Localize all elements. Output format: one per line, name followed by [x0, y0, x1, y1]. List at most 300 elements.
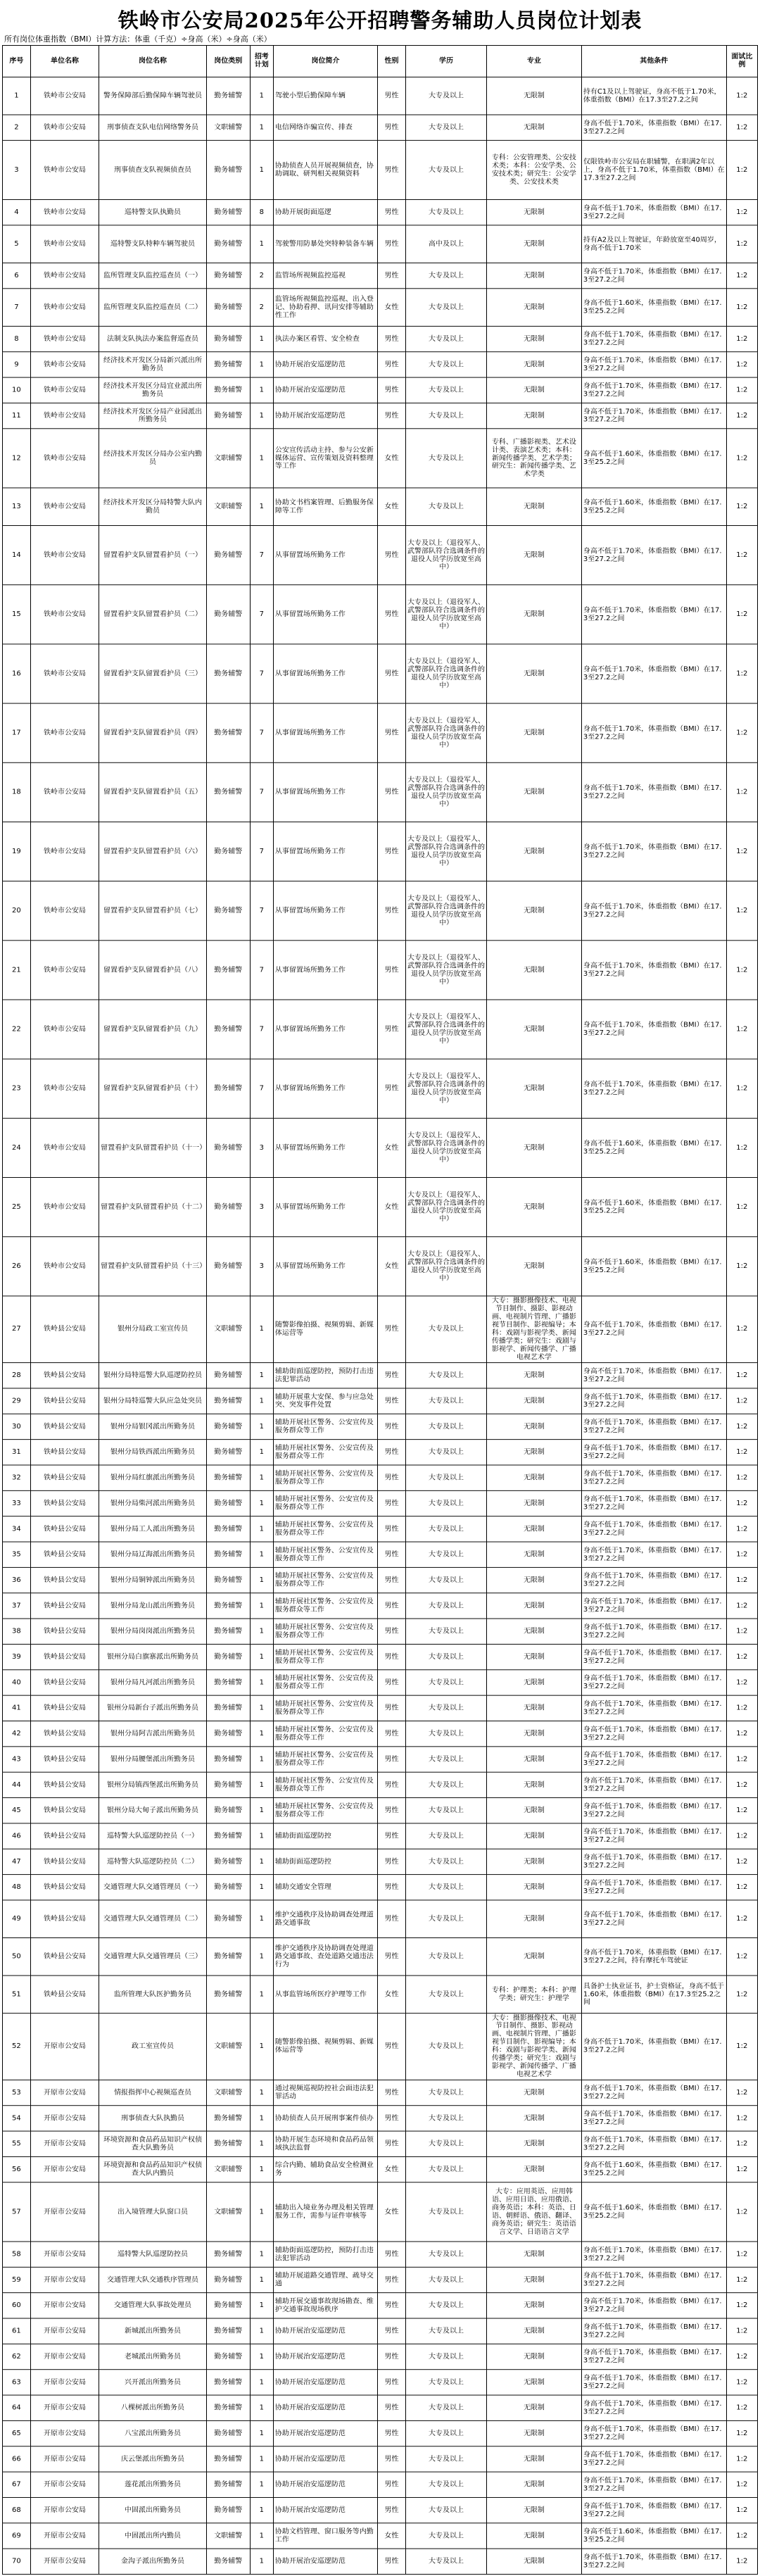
cell-education: 大专及以上（退役军人、武警部队符合选调条件的退役人员学历放宽至高中） [405, 1178, 486, 1237]
cell-ratio: 1:2 [726, 377, 757, 403]
table-row [3, 2472, 758, 2497]
cell-description: 协助侦查人员开展刑事案件侦办 [273, 2106, 377, 2131]
cell-major: 无限制 [486, 326, 581, 351]
cell-education: 大专及以上 [405, 1465, 486, 1490]
cell-description: 通过视频巡视防控社会面违法犯罪活动 [273, 2080, 377, 2105]
cell-category: 勤务辅警 [206, 1414, 250, 1439]
cell-ratio: 1:2 [726, 703, 757, 762]
cell-sex: 男性 [378, 762, 406, 822]
cell-plan: 2 [250, 289, 273, 327]
cell-description: 从事留置场所勤务工作 [273, 822, 377, 881]
cell-ratio: 1:2 [726, 1670, 757, 1695]
cell-no: 22 [3, 1000, 31, 1059]
cell-education: 大专及以上 [405, 115, 486, 140]
cell-major: 大专：应用英语、应用韩语、应用日语、应用俄语、商务英语；本科：英语、日语、朝鲜语、俄语、翻译、商务英语；研究生：英语语言文学、日语语言文学 [486, 2182, 581, 2242]
cell-ratio: 1:2 [726, 263, 757, 288]
table-row [3, 2106, 758, 2131]
cell-major: 无限制 [486, 1542, 581, 1567]
cell-unit: 铁岭市公安局 [30, 1059, 99, 1118]
cell-unit: 铁岭县公安局 [30, 1975, 99, 2013]
cell-category: 勤务辅警 [206, 352, 250, 377]
cell-major: 无限制 [486, 1644, 581, 1669]
cell-ratio: 1:2 [726, 1490, 757, 1516]
cell-education: 大专及以上 [405, 2080, 486, 2105]
cell-education: 大专及以上 [405, 1975, 486, 2013]
cell-education: 大专及以上（退役军人、武警部队符合选调条件的退役人员学历放宽至高中） [405, 585, 486, 644]
cell-plan: 7 [250, 585, 273, 644]
cell-education: 大专及以上 [405, 2182, 486, 2242]
cell-plan: 1 [250, 115, 273, 140]
cell-ratio: 1:2 [726, 2446, 757, 2472]
cell-conditions: 身高不低于1.70米，体重指数（BMI）在17.3至27.2之间 [581, 200, 726, 225]
cell-ratio: 1:2 [726, 2267, 757, 2292]
table-row [3, 1695, 758, 1721]
cell-education: 高中及以上 [405, 225, 486, 263]
cell-plan: 7 [250, 1000, 273, 1059]
cell-plan: 8 [250, 200, 273, 225]
header-major: 专业 [486, 45, 581, 77]
cell-post: 留置看护支队留置看护员（十三） [99, 1237, 207, 1296]
cell-plan: 7 [250, 822, 273, 881]
cell-post: 经济技术开发区分局产业园派出所勤务员 [99, 403, 207, 428]
cell-description: 辅助开展社区警务、公安宣传及服务群众等工作 [273, 1440, 377, 1465]
cell-conditions: 身高不低于1.70米，体重指数（BMI）在17.3至27.2之间 [581, 326, 726, 351]
cell-ratio: 1:2 [726, 1237, 757, 1296]
cell-post: 经济技术开发区分局特警大队内勤员 [99, 488, 207, 526]
cell-description: 辅助开展社区警务、公安宣传及服务群众等工作 [273, 1670, 377, 1695]
cell-education: 大专及以上（退役军人、武警部队符合选调条件的退役人员学历放宽至高中） [405, 703, 486, 762]
cell-sex: 男性 [378, 377, 406, 403]
header-description: 岗位简介 [273, 45, 377, 77]
cell-unit: 铁岭县公安局 [30, 1695, 99, 1721]
cell-education: 大专及以上 [405, 1695, 486, 1721]
cell-conditions: 身高不低于1.60米，体重指数（BMI）在17.3至25.2之间 [581, 1178, 726, 1237]
cell-ratio: 1:2 [726, 1798, 757, 1823]
table-row [3, 1388, 758, 1414]
cell-category: 勤务辅警 [206, 2472, 250, 2497]
cell-category: 勤务辅警 [206, 881, 250, 941]
cell-plan: 1 [250, 1567, 273, 1592]
cell-description: 辅助开展社区警务、公安宣传及服务群众等工作 [273, 1747, 377, 1772]
cell-category: 勤务辅警 [206, 326, 250, 351]
cell-no: 56 [3, 2156, 31, 2182]
table-row [3, 1516, 758, 1542]
cell-no: 67 [3, 2472, 31, 2497]
cell-ratio: 1:2 [726, 2497, 757, 2522]
cell-no: 66 [3, 2446, 31, 2472]
cell-sex: 男性 [378, 1900, 406, 1938]
cell-category: 勤务辅警 [206, 526, 250, 585]
cell-no: 59 [3, 2267, 31, 2292]
cell-major: 无限制 [486, 225, 581, 263]
cell-no: 15 [3, 585, 31, 644]
header-ratio: 面试比例 [726, 45, 757, 77]
table-body [3, 77, 758, 2574]
cell-major: 无限制 [486, 644, 581, 703]
cell-ratio: 1:2 [726, 2156, 757, 2182]
cell-no: 48 [3, 1875, 31, 1900]
cell-post: 巡特警大队巡逻防控员（一） [99, 1823, 207, 1849]
cell-post: 监所管理支队监控巡查员（一） [99, 263, 207, 288]
cell-sex: 男性 [378, 225, 406, 263]
cell-unit: 铁岭县公安局 [30, 1875, 99, 1900]
cell-education: 大专及以上 [405, 1644, 486, 1669]
cell-unit: 铁岭市公安局 [30, 1118, 99, 1177]
cell-category: 勤务辅警 [206, 263, 250, 288]
cell-no: 42 [3, 1721, 31, 1746]
cell-conditions: 身高不低于1.70米，体重指数（BMI）在17.3至27.2之间 [581, 2549, 726, 2574]
cell-major: 无限制 [486, 377, 581, 403]
cell-description: 协助开展治安巡逻防范 [273, 2549, 377, 2574]
cell-conditions: 身高不低于1.70米，体重指数（BMI）在17.3至27.2之间 [581, 352, 726, 377]
cell-sex: 男性 [378, 1772, 406, 1797]
cell-post: 莲花派出所勤务员 [99, 2472, 207, 2497]
cell-category: 勤务辅警 [206, 585, 250, 644]
cell-unit: 铁岭市公安局 [30, 1000, 99, 1059]
cell-description: 协助开展治安巡逻防范 [273, 2370, 377, 2395]
cell-category: 勤务辅警 [206, 1490, 250, 1516]
cell-education: 大专及以上 [405, 2106, 486, 2131]
cell-ratio: 1:2 [726, 2242, 757, 2267]
cell-category: 勤务辅警 [206, 1237, 250, 1296]
cell-conditions: 身高不低于1.70米，体重指数（BMI）在17.3至27.2之间 [581, 2420, 726, 2446]
cell-conditions: 身高不低于1.70米，体重指数（BMI）在17.3至27.2之间 [581, 1363, 726, 1388]
cell-category: 文职辅警 [206, 115, 250, 140]
cell-no: 54 [3, 2106, 31, 2131]
cell-ratio: 1:2 [726, 115, 757, 140]
cell-no: 4 [3, 200, 31, 225]
cell-conditions: 身高不低于1.70米，体重指数（BMI）在17.3至27.2之间，持有摩托车驾驶证 [581, 1938, 726, 1976]
cell-unit: 铁岭县公安局 [30, 1363, 99, 1388]
cell-post: 巡特警大队巡逻防控员 [99, 2242, 207, 2267]
cell-no: 58 [3, 2242, 31, 2267]
cell-major: 无限制 [486, 941, 581, 1000]
cell-education: 大专及以上 [405, 289, 486, 327]
cell-description: 辅助街面巡逻防控，预防打击违法犯罪活动 [273, 1363, 377, 1388]
cell-education: 大专及以上 [405, 2446, 486, 2472]
cell-category: 勤务辅警 [206, 1059, 250, 1118]
cell-unit: 铁岭市公安局 [30, 881, 99, 941]
cell-major: 无限制 [486, 703, 581, 762]
cell-unit: 开原市公安局 [30, 2395, 99, 2420]
cell-plan: 1 [250, 1849, 273, 1874]
cell-plan: 1 [250, 1388, 273, 1414]
cell-no: 36 [3, 1567, 31, 1592]
cell-education: 大专及以上 [405, 2344, 486, 2369]
cell-category: 勤务辅警 [206, 1695, 250, 1721]
cell-category: 勤务辅警 [206, 2420, 250, 2446]
cell-sex: 男性 [378, 1644, 406, 1669]
cell-plan: 1 [250, 1644, 273, 1669]
cell-description: 从事留置场所勤务工作 [273, 762, 377, 822]
cell-post: 银州分局大甸子派出所勤务员 [99, 1798, 207, 1823]
cell-unit: 铁岭县公安局 [30, 1619, 99, 1644]
cell-education: 大专及以上 [405, 326, 486, 351]
table-row [3, 585, 758, 644]
cell-plan: 1 [250, 2549, 273, 2574]
cell-plan: 1 [250, 2446, 273, 2472]
cell-post: 银州分局白旗寨派出所勤务员 [99, 1644, 207, 1669]
cell-post: 银州分局腰堡派出所勤务员 [99, 1747, 207, 1772]
cell-category: 勤务辅警 [206, 762, 250, 822]
cell-sex: 男性 [378, 2549, 406, 2574]
cell-description: 辅助开展社区警务、公安宣传及服务群众等工作 [273, 1414, 377, 1439]
cell-no: 12 [3, 429, 31, 488]
cell-unit: 开原市公安局 [30, 2420, 99, 2446]
cell-no: 9 [3, 352, 31, 377]
cell-ratio: 1:2 [726, 1644, 757, 1669]
cell-post: 留置看护支队留置看护员（九） [99, 1000, 207, 1059]
cell-unit: 铁岭县公安局 [30, 1593, 99, 1619]
cell-description: 从事留置场所勤务工作 [273, 1000, 377, 1059]
cell-unit: 铁岭县公安局 [30, 1516, 99, 1542]
cell-conditions: 身高不低于1.70米，体重指数（BMI）在17.3至27.2之间 [581, 703, 726, 762]
cell-ratio: 1:2 [726, 1296, 757, 1363]
cell-major: 无限制 [486, 1118, 581, 1177]
cell-conditions: 身高不低于1.70米，体重指数（BMI）在17.3至27.2之间 [581, 2318, 726, 2344]
cell-conditions: 身高不低于1.60米，体重指数（BMI）在17.3至25.2之间 [581, 2182, 726, 2242]
cell-sex: 男性 [378, 326, 406, 351]
cell-conditions: 身高不低于1.70米，体重指数（BMI）在17.3至27.2之间 [581, 1747, 726, 1772]
cell-description: 维护交通秩序及协助调查处理道路交通事故 [273, 1900, 377, 1938]
cell-plan: 1 [250, 352, 273, 377]
cell-major: 无限制 [486, 1178, 581, 1237]
cell-post: 银州分局政工室宣传员 [99, 1296, 207, 1363]
cell-ratio: 1:2 [726, 1593, 757, 1619]
cell-sex: 男性 [378, 115, 406, 140]
cell-ratio: 1:2 [726, 1542, 757, 1567]
table-row [3, 2156, 758, 2182]
table-row [3, 1900, 758, 1938]
cell-category: 勤务辅警 [206, 2318, 250, 2344]
table-row [3, 703, 758, 762]
cell-description: 协助文档管理、窗口服务等内勤工作 [273, 2523, 377, 2549]
cell-plan: 1 [250, 2013, 273, 2080]
cell-education: 大专及以上 [405, 2497, 486, 2522]
table-row [3, 326, 758, 351]
cell-ratio: 1:2 [726, 585, 757, 644]
cell-no: 45 [3, 1798, 31, 1823]
cell-description: 随警影像拍摄、视频剪辑、新媒体运营等 [273, 2013, 377, 2080]
cell-post: 银州分局辽海派出所勤务员 [99, 1542, 207, 1567]
cell-sex: 男性 [378, 703, 406, 762]
cell-unit: 铁岭市公安局 [30, 403, 99, 428]
cell-education: 大专及以上（退役军人、武警部队符合选调条件的退役人员学历放宽至高中） [405, 526, 486, 585]
cell-major: 无限制 [486, 1059, 581, 1118]
cell-unit: 铁岭市公安局 [30, 326, 99, 351]
cell-description: 公安宣传活动主持、参与公安新媒体运营、宣传策划及资料整理等工作 [273, 429, 377, 488]
cell-sex: 男性 [378, 1849, 406, 1874]
header-no: 序号 [3, 45, 31, 77]
cell-sex: 男性 [378, 1938, 406, 1976]
cell-sex: 女性 [378, 2182, 406, 2242]
cell-conditions: 身高不低于1.70米，体重指数（BMI）在17.3至27.2之间 [581, 1772, 726, 1797]
cell-plan: 1 [250, 1619, 273, 1644]
cell-unit: 铁岭市公安局 [30, 585, 99, 644]
cell-post: 老城派出所勤务员 [99, 2344, 207, 2369]
cell-sex: 女性 [378, 289, 406, 327]
table-row [3, 403, 758, 428]
cell-description: 维护交通秩序及协助调查处理道路交通事故、查处道路交通违法行为 [273, 1938, 377, 1976]
cell-ratio: 1:2 [726, 644, 757, 703]
cell-unit: 铁岭市公安局 [30, 225, 99, 263]
cell-plan: 1 [250, 1516, 273, 1542]
cell-description: 辅助街面巡逻防控 [273, 1823, 377, 1849]
cell-major: 无限制 [486, 1363, 581, 1388]
cell-unit: 铁岭县公安局 [30, 1772, 99, 1797]
cell-category: 勤务辅警 [206, 1118, 250, 1177]
cell-ratio: 1:2 [726, 1938, 757, 1976]
cell-post: 银州分局银冈派出所勤务员 [99, 1414, 207, 1439]
cell-description: 辅助出入境业务办理及相关管理服务工作，需参与证件审核等 [273, 2182, 377, 2242]
cell-major: 无限制 [486, 585, 581, 644]
cell-category: 勤务辅警 [206, 1178, 250, 1237]
cell-conditions: 身高不低于1.70米，体重指数（BMI）在17.3至27.2之间 [581, 115, 726, 140]
cell-category: 勤务辅警 [206, 1772, 250, 1797]
cell-category: 勤务辅警 [206, 2395, 250, 2420]
cell-unit: 铁岭县公安局 [30, 1465, 99, 1490]
cell-education: 大专及以上 [405, 2318, 486, 2344]
cell-unit: 开原市公安局 [30, 2370, 99, 2395]
table-row [3, 881, 758, 941]
table-row [3, 1567, 758, 1592]
cell-conditions: 身高不低于1.60米，体重指数（BMI）在17.3至25.2之间 [581, 488, 726, 526]
cell-plan: 1 [250, 1414, 273, 1439]
cell-sex: 男性 [378, 1414, 406, 1439]
cell-major: 大专：摄影摄像技术、电视节目制作、摄影、影视动画、电视制片管理、广播影视节目制作、影视编导；本科：戏剧与影视学类、新闻传播学类；研究生：戏剧与影视学、新闻传播学、广播电视艺术学 [486, 1296, 581, 1363]
cell-education: 大专及以上 [405, 1721, 486, 1746]
table-row [3, 1490, 758, 1516]
cell-plan: 1 [250, 2182, 273, 2242]
cell-no: 52 [3, 2013, 31, 2080]
cell-unit: 开原市公安局 [30, 2497, 99, 2522]
cell-plan: 1 [250, 403, 273, 428]
cell-conditions: 身高不低于1.70米，体重指数（BMI）在17.3至27.2之间 [581, 403, 726, 428]
cell-sex: 男性 [378, 1000, 406, 1059]
cell-category: 勤务辅警 [206, 2370, 250, 2395]
cell-major: 无限制 [486, 2370, 581, 2395]
table-row [3, 2523, 758, 2549]
table-row [3, 1975, 758, 2013]
cell-category: 勤务辅警 [206, 1721, 250, 1746]
cell-description: 协助侦查人员开展视频侦查，协助调取、研判相关视频资料 [273, 140, 377, 199]
cell-ratio: 1:2 [726, 2344, 757, 2369]
cell-plan: 2 [250, 263, 273, 288]
cell-category: 勤务辅警 [206, 1644, 250, 1669]
table-row [3, 1849, 758, 1874]
cell-sex: 男性 [378, 1798, 406, 1823]
cell-no: 39 [3, 1644, 31, 1669]
cell-unit: 铁岭市公安局 [30, 941, 99, 1000]
cell-sex: 男性 [378, 2267, 406, 2292]
cell-ratio: 1:2 [726, 1516, 757, 1542]
cell-description: 从事留置场所勤务工作 [273, 1178, 377, 1237]
cell-category: 勤务辅警 [206, 2293, 250, 2318]
cell-ratio: 1:2 [726, 1000, 757, 1059]
cell-sex: 男性 [378, 1388, 406, 1414]
cell-no: 3 [3, 140, 31, 199]
cell-education: 大专及以上（退役军人、武警部队符合选调条件的退役人员学历放宽至高中） [405, 881, 486, 941]
cell-ratio: 1:2 [726, 1440, 757, 1465]
cell-unit: 铁岭县公安局 [30, 1849, 99, 1874]
cell-conditions: 身高不低于1.70米，体重指数（BMI）在17.3至27.2之间 [581, 2106, 726, 2131]
cell-description: 从事留置场所勤务工作 [273, 941, 377, 1000]
cell-post: 交通管理大队交通管理员（三） [99, 1938, 207, 1976]
cell-major: 无限制 [486, 1465, 581, 1490]
cell-category: 勤务辅警 [206, 403, 250, 428]
cell-ratio: 1:2 [726, 77, 757, 115]
cell-category: 勤务辅警 [206, 1823, 250, 1849]
table-row [3, 2344, 758, 2369]
table-row [3, 1619, 758, 1644]
cell-description: 协助开展生态环境和食品药品领域执法监督 [273, 2131, 377, 2156]
cell-major: 无限制 [486, 1490, 581, 1516]
cell-conditions: 身高不低于1.70米，体重指数（BMI）在17.3至27.2之间 [581, 2267, 726, 2292]
cell-post: 监所管理支队监控巡查员（二） [99, 289, 207, 327]
cell-description: 辅助开展重大安保、参与应急处突、突发事件处置 [273, 1388, 377, 1414]
cell-major: 无限制 [486, 115, 581, 140]
cell-category: 勤务辅警 [206, 1000, 250, 1059]
cell-description: 辅助开展社区警务、公安宣传及服务群众等工作 [273, 1619, 377, 1644]
table-row [3, 2497, 758, 2522]
table-row [3, 1237, 758, 1296]
cell-ratio: 1:2 [726, 200, 757, 225]
cell-description: 辅助开展社区警务、公安宣传及服务群众等工作 [273, 1798, 377, 1823]
cell-post: 巡特警大队巡逻防控员（二） [99, 1849, 207, 1874]
cell-post: 刑事侦查支队电信网络警务员 [99, 115, 207, 140]
cell-major: 无限制 [486, 2131, 581, 2156]
cell-post: 经济技术开发区分局新兴派出所勤务员 [99, 352, 207, 377]
cell-description: 辅助开展社区警务、公安宣传及服务群众等工作 [273, 1516, 377, 1542]
cell-plan: 1 [250, 1823, 273, 1849]
cell-unit: 开原市公安局 [30, 2242, 99, 2267]
cell-plan: 1 [250, 1440, 273, 1465]
cell-no: 23 [3, 1059, 31, 1118]
cell-category: 勤务辅警 [206, 644, 250, 703]
cell-post: 交通管理大队事故处理员 [99, 2293, 207, 2318]
cell-plan: 1 [250, 2497, 273, 2522]
cell-conditions: 身高不低于1.70米，体重指数（BMI）在17.3至27.2之间 [581, 1798, 726, 1823]
cell-sex: 女性 [378, 2156, 406, 2182]
cell-education: 大专及以上 [405, 488, 486, 526]
cell-ratio: 1:2 [726, 941, 757, 1000]
cell-plan: 3 [250, 1118, 273, 1177]
cell-category: 勤务辅警 [206, 1593, 250, 1619]
cell-unit: 铁岭市公安局 [30, 289, 99, 327]
cell-unit: 铁岭市公安局 [30, 115, 99, 140]
cell-post: 政工室宣传员 [99, 2013, 207, 2080]
cell-conditions: 身高不低于1.70米，体重指数（BMI）在17.3至27.2之间 [581, 1465, 726, 1490]
cell-no: 43 [3, 1747, 31, 1772]
cell-plan: 1 [250, 1670, 273, 1695]
table-row [3, 377, 758, 403]
cell-education: 大专及以上 [405, 1567, 486, 1592]
cell-sex: 男性 [378, 2497, 406, 2522]
cell-conditions: 身高不低于1.70米，体重指数（BMI）在17.3至27.2之间 [581, 2472, 726, 2497]
cell-sex: 男性 [378, 1670, 406, 1695]
cell-post: 环境资源和食品药品知识产权侦查大队内勤员 [99, 2156, 207, 2182]
cell-unit: 铁岭县公安局 [30, 1823, 99, 1849]
cell-no: 55 [3, 2131, 31, 2156]
cell-plan: 1 [250, 2242, 273, 2267]
cell-plan: 1 [250, 1975, 273, 2013]
cell-description: 辅助开展道路交通管理、疏导交通 [273, 2267, 377, 2292]
cell-unit: 铁岭县公安局 [30, 1388, 99, 1414]
cell-post: 留置看护支队留置看护员（二） [99, 585, 207, 644]
cell-sex: 男性 [378, 77, 406, 115]
cell-unit: 铁岭市公安局 [30, 703, 99, 762]
cell-education: 大专及以上 [405, 2395, 486, 2420]
